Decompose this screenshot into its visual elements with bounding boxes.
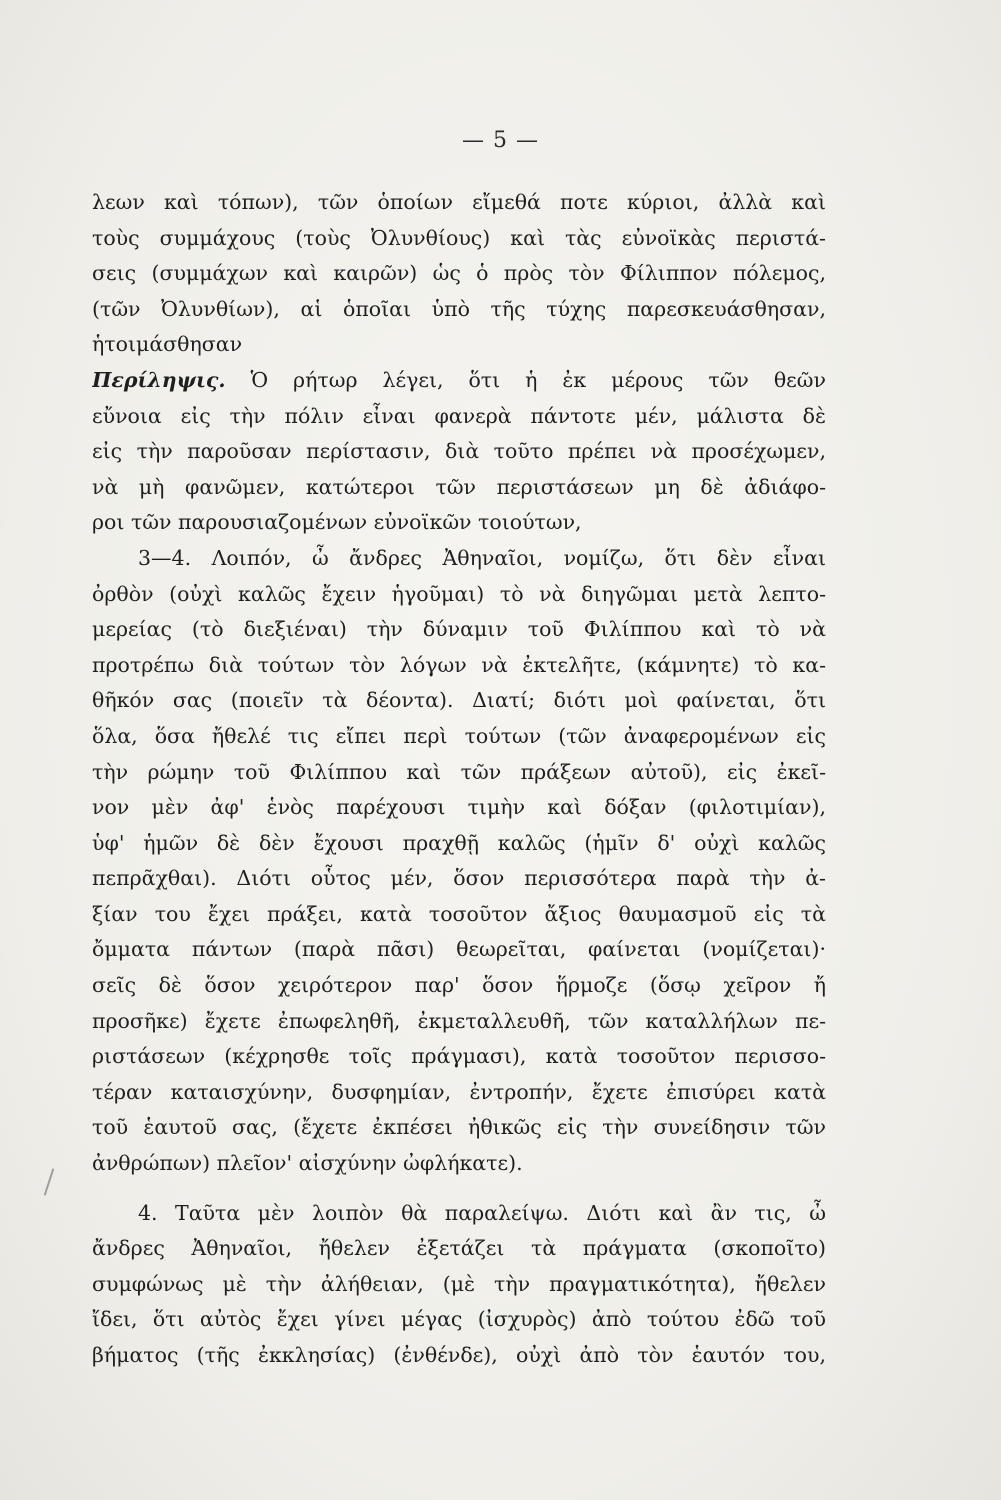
- text-line: τέραν καταισχύνην, δυσφημίαν, ἐντροπήν, ἔχετε ἐπισύρει κατὰ: [92, 1079, 826, 1104]
- text-line: ξίαν του ἔχει πράξει, κατὰ τοσοῦτον ἄξιος θαυμασμοῦ εἰς τὰ: [92, 901, 826, 926]
- section-heading-line: 4. Ταῦτα μὲν λοιπὸν θὰ παραλείψω. Διότι καὶ ἂν τις, ὦ: [138, 1200, 826, 1225]
- summary-text: Ὁ ρήτωρ λέγει, ὅτι ἡ ἐκ μέρους τῶν θεῶν: [250, 367, 826, 392]
- text-line: πεπρᾶχθαι). Διότι οὗτος μέν, ὅσον περισσότερα παρὰ τὴν ἀ-: [92, 866, 826, 891]
- text-line: τὴν ρώμην τοῦ Φιλίππου καὶ τῶν πράξεων αὐτοῦ), εἰς ἐκεῖ-: [92, 759, 826, 784]
- summary-label: Περίληψις.: [92, 367, 226, 392]
- text-line: προσῆκε) ἔχετε ἐπωφεληθῆ, ἐκμεταλλευθῆ, τῶν καταλλήλων πε-: [92, 1008, 826, 1033]
- text-line: ὄμματα πάντων (παρὰ πᾶσι) θεωρεῖται, φαίνεται (νομίζεται)·: [92, 937, 826, 962]
- text-line: ἀνθρώπων) πλεῖον' αἰσχύνην ὠφλήκατε).: [92, 1151, 523, 1176]
- text-line: ὑφ' ἡμῶν δὲ δὲν ἔχουσι πραχθῇ καλῶς (ἡμῖν δ' οὐχὶ καλῶς: [92, 830, 826, 855]
- text-line: νον μὲν ἀφ' ἑνὸς παρέχουσι τιμὴν καὶ δόξαν (φιλοτιμίαν),: [92, 795, 826, 820]
- paragraph-gap: [92, 1182, 826, 1196]
- text-line: θῆκόν σας (ποιεῖν τὰ δέοντα). Διατί; διότι μοὶ φαίνεται, ὅτι: [92, 688, 826, 713]
- text-line: ἄνδρες Ἀθηναῖοι, ἤθελεν ἐξετάζει τὰ πράγματα (σκοποῖτο): [92, 1236, 826, 1261]
- text-line: τοὺς συμμάχους (τοὺς Ὀλυνθίους) καὶ τὰς εὐνοϊκὰς περιστά-: [92, 225, 826, 250]
- summary-first-line: [92, 363, 826, 399]
- text-line: ἴδει, ὅτι αὐτὸς ἔχει γίνει μέγας (ἰσχυρὸς) ἀπὸ τούτου ἐδῶ τοῦ: [92, 1307, 826, 1332]
- text-line: μερείας (τὸ διεξιέναι) τὴν δύναμιν τοῦ Φιλίππου καὶ τὸ νὰ: [92, 617, 826, 642]
- page-number: — 5 —: [462, 128, 539, 153]
- body-text: [92, 185, 826, 1374]
- margin-pencil-mark: [44, 1168, 55, 1195]
- text-line: σεῖς δὲ ὅσον χειρότερον παρ' ὅσον ἥρμοζε (ὅσῳ χεῖρον ἤ: [92, 973, 826, 998]
- text-line: εὔνοια εἰς τὴν πόλιν εἶναι φανερὰ πάντοτε μέν, μάλιστα δὲ: [92, 403, 826, 428]
- text-line: (τῶν Ὀλυνθίων), αἱ ὁποῖαι ὑπὸ τῆς τύχης παρεσκευάσθησαν,: [92, 296, 826, 321]
- text-line: ἡτοιμάσθησαν: [92, 332, 243, 357]
- text-line: λεων καὶ τόπων), τῶν ὁποίων εἴμεθά ποτε κύριοι, ἀλλὰ καὶ: [92, 190, 826, 214]
- section-heading-line: 3—4. Λοιπόν, ὦ ἄνδρες Ἀθηναῖοι, νομίζω, ὅτι δὲν εἶναι: [138, 545, 826, 570]
- text-line: προτρέπω διὰ τούτων τὸν λόγων νὰ ἐκτελῆτε, (κάμνητε) τὸ κα-: [92, 652, 826, 677]
- text-line: νὰ μὴ φανῶμεν, κατώτεροι τῶν περιστάσεων μη δὲ ἀδιάφο-: [92, 474, 826, 499]
- text-line: τοῦ ἑαυτοῦ σας, (ἔχετε ἐκπέσει ἠθικῶς εἰς τὴν συνείδησιν τῶν: [92, 1115, 826, 1140]
- text-line: βήματος (τῆς ἐκκλησίας) (ἐνθένδε), οὐχὶ ἀπὸ τὸν ἑαυτόν του,: [92, 1343, 826, 1367]
- text-line: συμφώνως μὲ τὴν ἀλήθειαν, (μὲ τὴν πραγματικότητα), ἤθελεν: [92, 1271, 826, 1296]
- text-line: εἰς τὴν παροῦσαν περίστασιν, διὰ τοῦτο πρέπει νὰ προσέχωμεν,: [92, 439, 826, 464]
- text-line: ὅλα, ὅσα ἤθελέ τις εἴπει περὶ τούτων (τῶν ἀναφερομένων εἰς: [92, 723, 826, 748]
- text-line: σεις (συμμάχων καὶ καιρῶν) ὡς ὁ πρὸς τὸν Φίλιππον πόλεμος,: [92, 261, 826, 286]
- text-line: ριστάσεων (κέχρησθε τοῖς πράγμασι), κατὰ τοσοῦτον περισσο-: [92, 1044, 826, 1069]
- text-line: ὀρθὸν (οὐχὶ καλῶς ἔχειν ἡγοῦμαι) τὸ νὰ διηγῶμαι μετὰ λεπτο-: [92, 581, 826, 606]
- text-line: ροι τῶν παρουσιαζομένων εὐνοϊκῶν τοιούτων,: [92, 510, 582, 535]
